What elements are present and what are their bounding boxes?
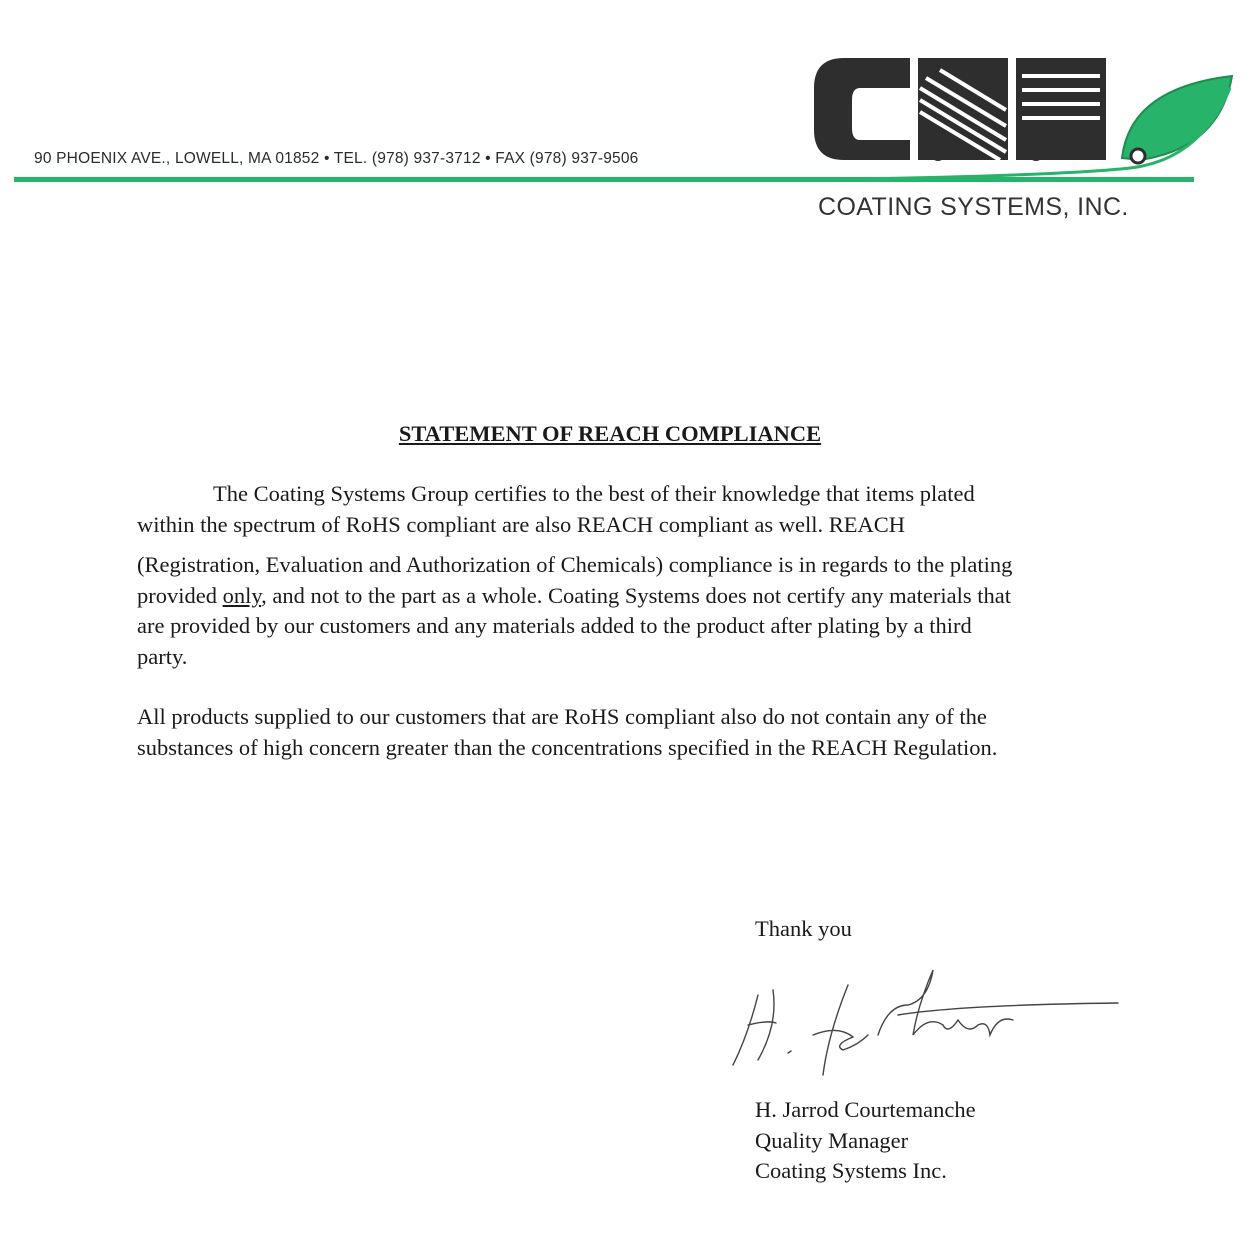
underlined-only: only [222, 582, 262, 608]
letterhead-company-name: COATING SYSTEMS, INC. [818, 193, 1129, 221]
paragraph-1-line-4 [137, 581, 1147, 612]
csi-logo [800, 48, 1240, 188]
paragraph-1 [137, 479, 1147, 540]
paragraph-2-line-1: All products supplied to our customers that are RoHS compliant also do not contain any of the [137, 704, 987, 729]
paragraph-2 [137, 702, 1147, 763]
paragraph-1-line-3: (Registration, Evaluation and Authorization of Chemicals) compliance is in regards to the plating [137, 552, 1013, 577]
line-4-lead-text: provided [137, 582, 223, 608]
document-title: STATEMENT OF REACH COMPLIANCE [398, 421, 822, 446]
paragraph-1-line-6: party. [137, 643, 188, 669]
line-4-rest-text: , and not to the part as a whole. Coating Systems does not certify any materials that [261, 582, 1011, 608]
paragraph-1-continued [137, 550, 1147, 672]
signer-block [755, 1095, 976, 1187]
signer-name: H. Jarrod Courtemanche [755, 1097, 976, 1122]
paragraph-2-line-2: substances of high concern greater than the concentrations specified in the REACH Regulation. [137, 734, 998, 760]
paragraph-1-line-1: The Coating Systems Group certifies to the best of their knowledge that items plated [213, 481, 975, 506]
paragraph-1-line-2: within the spectrum of RoHS compliant are also REACH compliant as well. REACH [137, 511, 906, 537]
letterhead-address: 90 PHOENIX AVE., LOWELL, MA 01852 • TEL. (978) 937-3712 • FAX (978) 937-9506 [34, 150, 639, 167]
closing-thanks: Thank you [755, 916, 852, 941]
signer-company: Coating Systems Inc. [755, 1158, 947, 1183]
signer-title: Quality Manager [755, 1127, 909, 1153]
paragraph-1-line-5: are provided by our customers and any materials added to the product after plating by a third [137, 613, 972, 638]
handwritten-signature [728, 965, 1128, 1090]
